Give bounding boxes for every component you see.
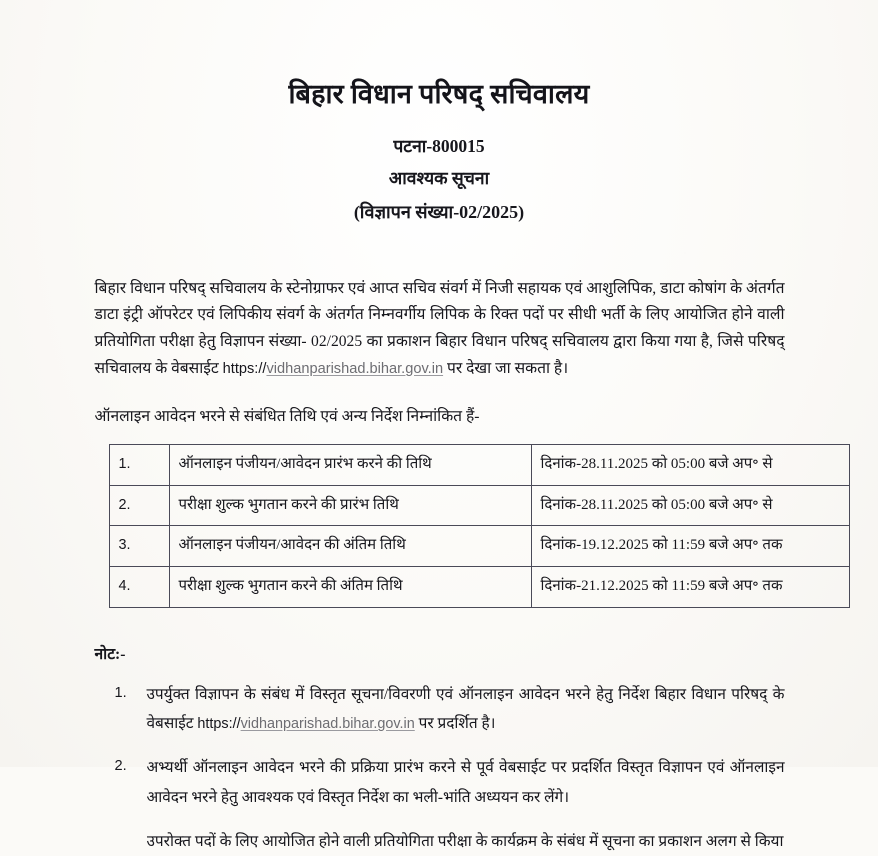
subtitle-notice-label: आवश्यक सूचना [388, 168, 490, 189]
list-item [147, 680, 785, 739]
document-body [94, 276, 785, 856]
vidhan-parishad-website-link[interactable]: vidhanparishad.bihar.gov.in [240, 716, 415, 733]
note-heading: नोट:- [94, 645, 126, 663]
row-value: दिनांक-21.12.2025 को 11:59 बजे अप॰ तक [531, 567, 849, 608]
row-number: 3. [109, 526, 169, 567]
row-value: दिनांक-19.12.2025 को 11:59 बजे अप॰ तक [531, 526, 849, 567]
page-title: बिहार विधान परिषद् सचिवालय [288, 79, 590, 109]
list-item [147, 827, 785, 856]
table-row [109, 526, 849, 567]
note-text: अभ्यर्थी ऑनलाइन आवेदन भरने की प्रक्रिया प्रारंभ करने से पूर्व वेबसाईट पर प्रदर्शित विस्तृत विज्ञापन एवं ऑनलाइन आवेदन भरने हेतु आवश्यक एवं विस्तृत निर्देश का भली-भांति अध्ययन कर लेंगे। [146, 759, 785, 806]
list-item [147, 753, 785, 812]
notes-list [95, 680, 785, 856]
subtitle-advertisement-number: (विज्ञापन संख्या-02/2025) [353, 202, 525, 223]
row-number: 2. [109, 485, 169, 526]
row-number: 1. [109, 444, 169, 485]
note-text: उपरोक्त पदों के लिए आयोजित होने वाली प्रतियोगिता परीक्षा के कार्यक्रम के संबंध में सूचना का प्रकाशन अलग से किया [146, 832, 784, 850]
table-row [109, 444, 849, 485]
row-number: 4. [109, 567, 169, 608]
important-dates-table-body [109, 444, 849, 607]
intro-text-after-link: पर देखा जा सकता है। [443, 360, 569, 378]
note-url-scheme: https:// [197, 716, 241, 733]
dates-lead-line: ऑनलाइन आवेदन भरने से संबंधित तिथि एवं अन्य निर्देश निम्नांकित हैं- [94, 407, 480, 425]
important-dates-table [109, 444, 850, 608]
row-label: ऑनलाइन पंजीयन/आवेदन प्रारंभ करने की तिथि [169, 444, 531, 485]
note-text-before-link: उपर्युक्त विज्ञापन के संबंध में विस्तृत सूचना/विवरणी एवं ऑनलाइन आवेदन भरने हेतु निर्देश बिहार विधान परिषद् के वेबसाईट [146, 685, 785, 733]
subtitle-city-pin: पटना-800015 [393, 136, 485, 157]
table-row [109, 567, 849, 608]
note-text-after-link: पर प्रदर्शित है। [414, 715, 496, 733]
vidhan-parishad-website-link[interactable]: vidhanparishad.bihar.gov.in [266, 361, 444, 378]
table-row [109, 485, 849, 526]
row-value: दिनांक-28.11.2025 को 05:00 बजे अप॰ से [531, 485, 849, 526]
row-value: दिनांक-28.11.2025 को 05:00 बजे अप॰ से [531, 444, 849, 485]
intro-paragraph [95, 276, 785, 383]
intro-url-scheme: https:// [222, 361, 267, 378]
row-label: परीक्षा शुल्क भुगतान करने की अंतिम तिथि [169, 567, 531, 608]
row-label: परीक्षा शुल्क भुगतान करने की प्रारंभ तिथि [169, 485, 531, 526]
intro-text-before-link: बिहार विधान परिषद् सचिवालय के स्टेनोग्राफर एवं आप्त सचिव संवर्ग में निजी सहायक एवं आशुलिपिक, डाटा कोषांग के अंतर्गत डाटा इंट्री ऑपरेटर एवं लिपिकीय संवर्ग के अंतर्गत निम्नवर्गीय लिपिक के रिक्त पदों पर सीधी भर्ती के लिए आयोजित होने वाली प्रतियोगिता परीक्षा हेतु विज्ञापन संख्या- 02/2025 का प्रकाशन बिहार विधान परिषद् सचिवालय द्वारा किया गया है, जिसे परिषद् सचिवालय के वेबसाईट [94, 279, 785, 378]
row-label: ऑनलाइन पंजीयन/आवेदन की अंतिम तिथि [169, 526, 531, 567]
